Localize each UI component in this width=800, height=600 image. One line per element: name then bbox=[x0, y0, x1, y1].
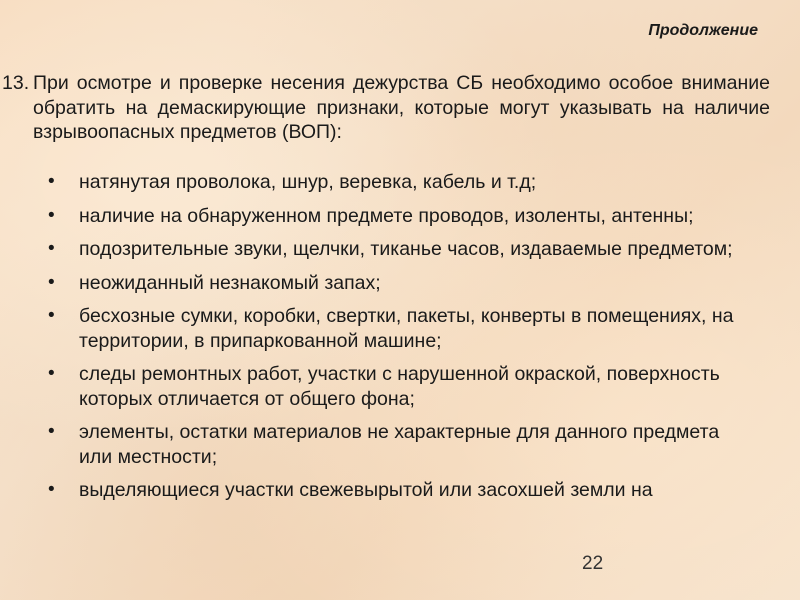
list-item bbox=[48, 237, 738, 262]
list-item bbox=[48, 478, 738, 503]
list-item bbox=[48, 304, 738, 353]
list-item-text: неожиданный незнакомый запах; bbox=[79, 271, 381, 294]
list-item-text: подозрительные звуки, щелчки, тиканье часов, издаваемые предметом; bbox=[79, 238, 733, 260]
intro-text: При осмотре и проверке несения дежурства СБ необходимо особое внимание обратить на демаскирующие признаки, которые могут указывать на наличие взрывоопасных предметов (ВОП): bbox=[33, 72, 770, 143]
list-item-text: бесхозные сумки, коробки, свертки, пакеты, конверты в помещениях, на территории, в припаркованной машине; bbox=[79, 305, 734, 352]
list-item bbox=[48, 362, 738, 411]
bullet-icon: • bbox=[48, 238, 55, 259]
list-item-text: элементы, остатки материалов не характерные для данного предмета или местности; bbox=[79, 421, 720, 468]
list-item-text: наличие на обнаруженном предмете проводов, изоленты, антенны; bbox=[79, 204, 694, 227]
page-number: 22 bbox=[582, 553, 604, 574]
bullet-icon: • bbox=[48, 204, 55, 226]
intro-number: 13. bbox=[2, 72, 30, 94]
list-item bbox=[48, 170, 738, 195]
bullet-icon: • bbox=[48, 171, 55, 192]
list-item-text: натянутая проволока, шнур, веревка, кабель и т.д; bbox=[79, 171, 537, 193]
list-item bbox=[48, 271, 738, 296]
list-item bbox=[48, 204, 738, 229]
list-item-text: выделяющиеся участки свежевырытой или засохшей земли на bbox=[79, 479, 653, 501]
bullet-list bbox=[48, 170, 738, 512]
bullet-icon: • bbox=[48, 479, 55, 500]
list-item-text: следы ремонтных работ, участки с нарушенной окраской, поверхность которых отличается от общего фона; bbox=[79, 363, 720, 410]
slide-title: Продолжение bbox=[648, 22, 758, 39]
bullet-icon: • bbox=[48, 363, 55, 384]
bullet-icon: • bbox=[48, 421, 55, 442]
intro-paragraph bbox=[0, 71, 770, 145]
list-item bbox=[48, 420, 738, 469]
bullet-icon: • bbox=[48, 305, 55, 326]
bullet-icon: • bbox=[48, 271, 55, 293]
